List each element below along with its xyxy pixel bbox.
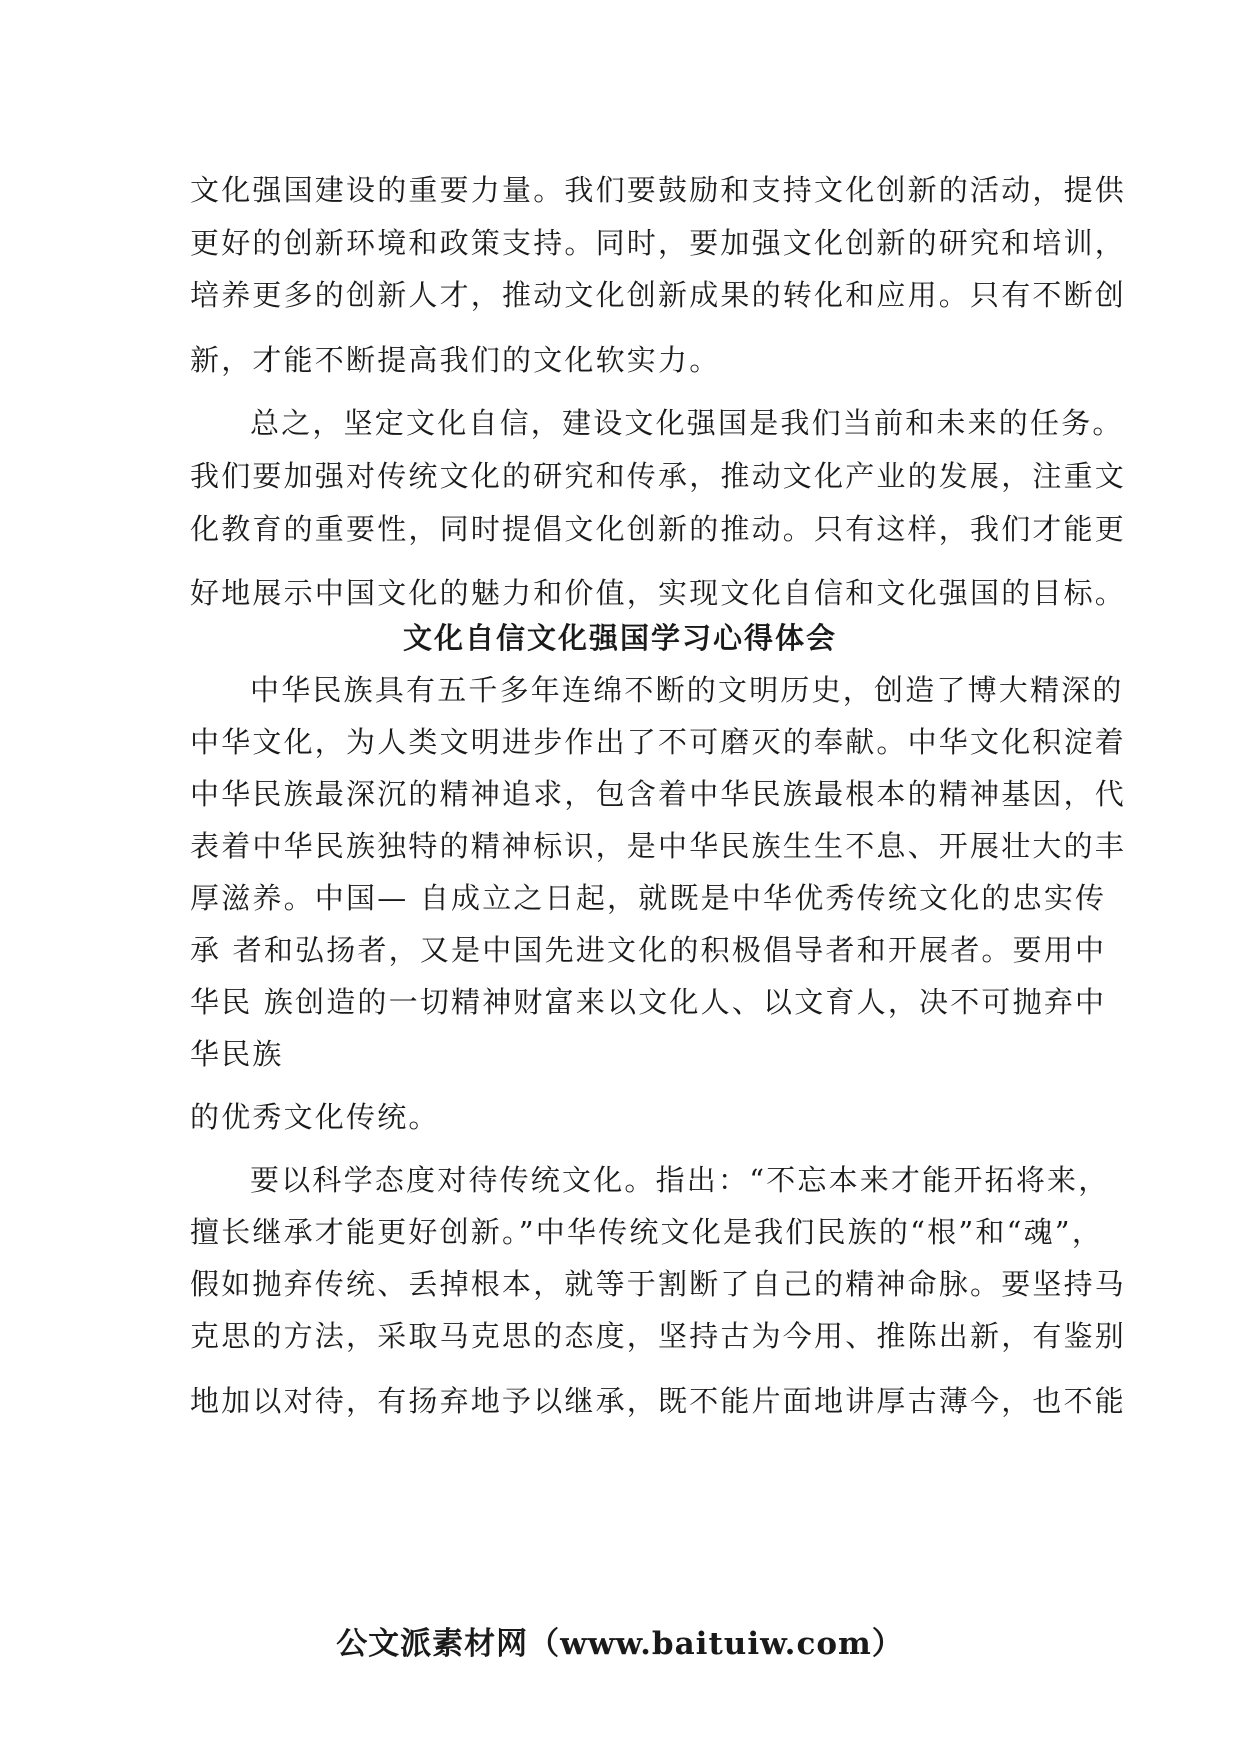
- paragraph-line: 要以科学态度对待传统文化。指出：“不忘本来才能开拓将来，: [250, 1163, 1110, 1197]
- paragraph-line: 好地展示中国文化的魅力和价值，实现文化自信和文化强国的目标。: [190, 576, 1127, 610]
- paragraph-line: 中华文化，为人类文明进步作出了不可磨灭的奉献。中华文化积淀着: [190, 725, 1127, 759]
- paragraph-line: 培养更多的创新人才，推动文化创新成果的转化和应用。只有不断创: [190, 278, 1127, 312]
- paragraph-line: 厚滋养。中国— 自成立之日起，就既是中华优秀传统文化的忠实传: [190, 881, 1107, 915]
- paragraph-line: 化教育的重要性，同时提倡文化创新的推动。只有这样，我们才能更: [190, 512, 1127, 546]
- paragraph-line: 新，才能不断提高我们的文化软实力。: [190, 343, 721, 377]
- paragraph-line: 中华民族具有五千多年连绵不断的文明历史，创造了博大精深的: [250, 673, 1124, 707]
- paragraph-line: 总之，坚定文化自信，建设文化强国是我们当前和未来的任务。: [250, 406, 1124, 440]
- paragraph-line: 华民 族创造的一切精神财富来以文化人、以文育人，决不可抛弃中: [190, 985, 1107, 1019]
- paragraph-line: 假如抛弃传统、丢掉根本，就等于割断了自己的精神命脉。要坚持马: [190, 1267, 1127, 1301]
- paragraph-line: 表着中华民族独特的精神标识，是中华民族生生不息、开展壮大的丰: [190, 829, 1127, 863]
- paragraph-line: 文化强国建设的重要力量。我们要鼓励和支持文化创新的活动，提供: [190, 173, 1127, 207]
- page-footer: 公文派素材网（www.baituiw.com）: [336, 1626, 904, 1662]
- paragraph-line: 我们要加强对传统文化的研究和传承，推动文化产业的发展，注重文: [190, 459, 1127, 493]
- paragraph-line: 更好的创新环境和政策支持。同时，要加强文化创新的研究和培训，: [190, 226, 1127, 260]
- paragraph-line: 擅长继承才能更好创新。”中华传统文化是我们民族的“根”和“魂”，: [190, 1215, 1104, 1249]
- paragraph-line: 地加以对待，有扬弃地予以继承，既不能片面地讲厚古薄今，也不能: [190, 1384, 1127, 1418]
- paragraph-line: 承 者和弘扬者，又是中国先进文化的积极倡导者和开展者。要用中: [190, 933, 1107, 967]
- section-title: 文化自信文化强国学习心得体会: [402, 621, 837, 655]
- paragraph-line: 华民族: [190, 1037, 284, 1071]
- paragraph-line: 克思的方法，采取马克思的态度，坚持古为今用、推陈出新，有鉴别: [190, 1319, 1127, 1353]
- paragraph-line: 中华民族最深沉的精神追求，包含着中华民族最根本的精神基因，代: [190, 777, 1127, 811]
- paragraph-line: 的优秀文化传统。: [190, 1100, 440, 1134]
